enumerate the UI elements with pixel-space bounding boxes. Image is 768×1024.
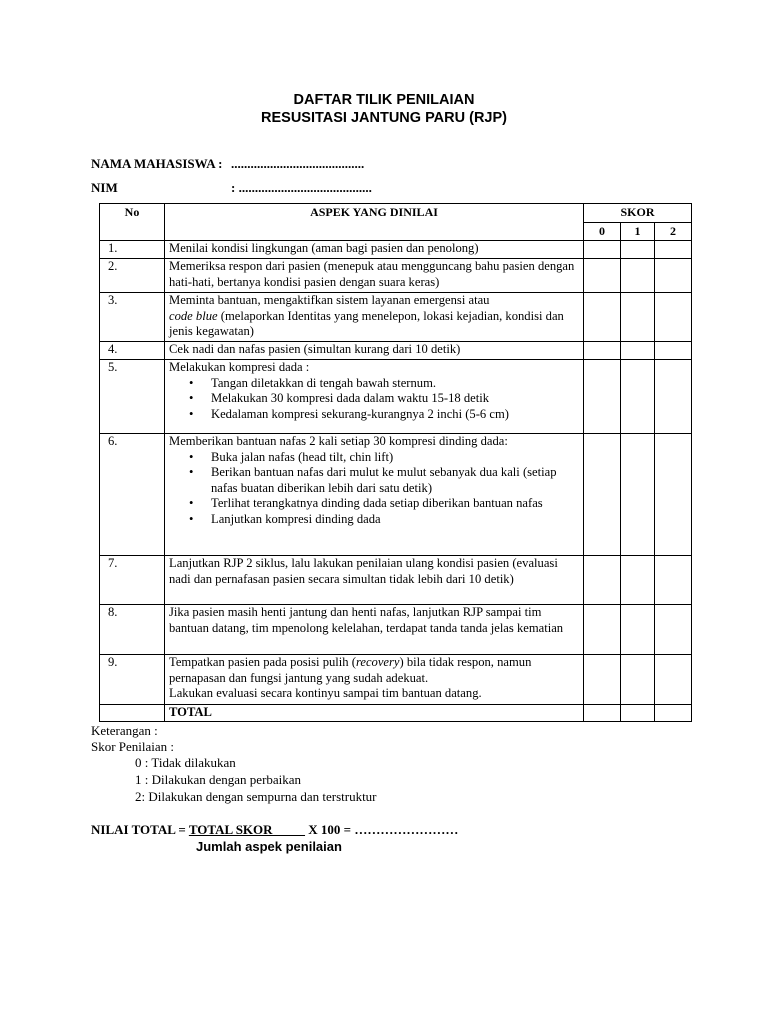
total-label: TOTAL	[165, 705, 584, 722]
formula-lead: NILAI TOTAL =	[91, 822, 189, 837]
row-number: 8.	[100, 605, 165, 655]
row-number: 5.	[100, 360, 165, 434]
table-row	[100, 605, 692, 655]
checklist-table	[99, 203, 692, 722]
table-row	[100, 655, 692, 705]
score-cell-1[interactable]	[621, 342, 655, 360]
row-aspect	[165, 434, 584, 556]
header-no: No	[100, 204, 165, 241]
table-row	[100, 259, 692, 293]
score-cell-2[interactable]	[655, 556, 692, 605]
student-id-field	[91, 180, 372, 196]
bullet-item: • Berikan bantuan nafas dari mulut ke mulut sebanyak dua kali (setiap nafas buatan diberikan lebih dari satu detik)	[211, 465, 579, 496]
formula-tail: X 100 = ……………………	[305, 822, 459, 837]
bullet-item: • Terlihat terangkatnya dinding dada setiap diberikan bantuan nafas	[211, 496, 579, 512]
row-aspect-text: Tempatkan pasien pada posisi pulih (	[169, 655, 356, 669]
notes-heading: Keterangan :	[91, 723, 158, 738]
row-aspect-text: Meminta bantuan, mengaktifkan sistem layanan emergensi atau	[169, 293, 490, 307]
student-id-label: NIM	[91, 180, 118, 195]
header-score-1: 1	[621, 222, 655, 241]
row-aspect: Menilai kondisi lingkungan (aman bagi pasien dan penolong)	[165, 241, 584, 259]
bullet-item: • Tangan diletakkan di tengah bawah sternum.	[211, 376, 579, 392]
row-number: 6.	[100, 434, 165, 556]
table-row	[100, 360, 692, 434]
bullet-item: • Buka jalan nafas (head tilt, chin lift)	[211, 450, 579, 466]
student-name-blank: .........................................	[231, 156, 365, 171]
total-cell-0[interactable]	[584, 705, 621, 722]
row-aspect	[165, 293, 584, 342]
row-number: 2.	[100, 259, 165, 293]
score-cell-1[interactable]	[621, 241, 655, 259]
student-name-label: NAMA MAHASISWA :	[91, 156, 223, 171]
score-cell-0[interactable]	[584, 259, 621, 293]
score-cell-0[interactable]	[584, 360, 621, 434]
bullet-list	[169, 376, 579, 423]
total-formula	[91, 822, 458, 838]
score-cell-2[interactable]	[655, 434, 692, 556]
row-aspect	[165, 360, 584, 434]
document-subtitle: RESUSITASI JANTUNG PARU (RJP)	[261, 110, 507, 126]
score-cell-1[interactable]	[621, 605, 655, 655]
row-aspect-line2: Lakukan evaluasi secara kontinyu sampai tim bantuan datang.	[169, 686, 482, 700]
score-cell-0[interactable]	[584, 434, 621, 556]
total-row	[100, 705, 692, 722]
score-legend-item: 2: Dilakukan dengan sempurna dan terstruktur	[135, 789, 377, 804]
bullet-item: • Kedalaman kompresi sekurang-kurangnya 2 inchi (5-6 cm)	[211, 407, 579, 423]
formula-denominator: Jumlah aspek penilaian	[196, 839, 342, 854]
row-aspect-text: Memberikan bantuan nafas 2 kali setiap 30 kompresi dinding dada:	[169, 434, 508, 448]
score-legend-item: 0 : Tidak dilakukan	[135, 755, 236, 770]
table-row	[100, 241, 692, 259]
row-aspect: Jika pasien masih henti jantung dan henti nafas, lanjutkan RJP sampai tim bantuan datang, tim mpenolong kelelahan, terdapat tanda tanda jelas kematian	[165, 605, 584, 655]
row-aspect-text-after: (melaporkan Identitas yang menelepon, lokasi kejadian, kondisi dan jenis kegawatan)	[169, 308, 564, 338]
table-row	[100, 556, 692, 605]
score-cell-0[interactable]	[584, 342, 621, 360]
row-aspect: Cek nadi dan nafas pasien (simultan kurang dari 10 detik)	[165, 342, 584, 360]
header-score-0: 0	[584, 222, 621, 241]
row-aspect	[165, 655, 584, 705]
bullet-item: • Melakukan 30 kompresi dada dalam waktu 15-18 detik	[211, 391, 579, 407]
formula-numerator: TOTAL SKOR	[188, 822, 306, 837]
total-no-cell	[100, 705, 165, 722]
table-row	[100, 434, 692, 556]
score-cell-1[interactable]	[621, 259, 655, 293]
score-cell-0[interactable]	[584, 241, 621, 259]
score-cell-2[interactable]	[655, 605, 692, 655]
row-number: 7.	[100, 556, 165, 605]
score-cell-1[interactable]	[621, 360, 655, 434]
total-cell-1[interactable]	[621, 705, 655, 722]
score-cell-2[interactable]	[655, 342, 692, 360]
row-aspect: Lanjutkan RJP 2 siklus, lalu lakukan penilaian ulang kondisi pasien (evaluasi nadi dan pernafasan pasien secara simultan tidak lebih dari 10 detik)	[165, 556, 584, 605]
score-cell-1[interactable]	[621, 434, 655, 556]
table-header-row	[100, 204, 692, 223]
score-legend-title: Skor Penilaian :	[91, 739, 175, 754]
score-cell-0[interactable]	[584, 556, 621, 605]
score-cell-2[interactable]	[655, 293, 692, 342]
row-number: 9.	[100, 655, 165, 705]
score-cell-0[interactable]	[584, 293, 621, 342]
score-cell-1[interactable]	[621, 655, 655, 705]
row-number: 1.	[100, 241, 165, 259]
student-name-field	[91, 156, 364, 172]
score-cell-0[interactable]	[584, 655, 621, 705]
score-cell-2[interactable]	[655, 655, 692, 705]
score-legend-item: 1 : Dilakukan dengan perbaikan	[135, 772, 302, 787]
bullet-item: • Lanjutkan kompresi dinding dada	[211, 512, 579, 528]
row-number: 4.	[100, 342, 165, 360]
table-row	[100, 342, 692, 360]
row-aspect-text: Melakukan kompresi dada :	[169, 360, 310, 374]
student-id-blank: : .........................................	[231, 180, 372, 195]
row-aspect-text-after: ) bila tidak respon, namun pernapasan dan fungsi jantung yang sudah adekuat.	[169, 655, 532, 685]
row-number: 3.	[100, 293, 165, 342]
score-cell-2[interactable]	[655, 241, 692, 259]
row-aspect-italic: recovery	[355, 655, 400, 669]
header-aspect: ASPEK YANG DINILAI	[165, 204, 584, 241]
header-score: SKOR	[584, 204, 692, 223]
score-cell-1[interactable]	[621, 556, 655, 605]
row-aspect: Memeriksa respon dari pasien (menepuk atau mengguncang bahu pasien dengan hati-hati, bertanya kondisi pasien dengan suara keras)	[165, 259, 584, 293]
document-title: DAFTAR TILIK PENILAIAN	[293, 92, 475, 108]
total-cell-2[interactable]	[655, 705, 692, 722]
bullet-list	[169, 450, 579, 528]
row-aspect-italic: code blue	[169, 308, 218, 323]
table-row	[100, 293, 692, 342]
header-score-2: 2	[655, 222, 692, 241]
score-cell-1[interactable]	[621, 293, 655, 342]
score-cell-2[interactable]	[655, 360, 692, 434]
score-cell-0[interactable]	[584, 605, 621, 655]
score-cell-2[interactable]	[655, 259, 692, 293]
